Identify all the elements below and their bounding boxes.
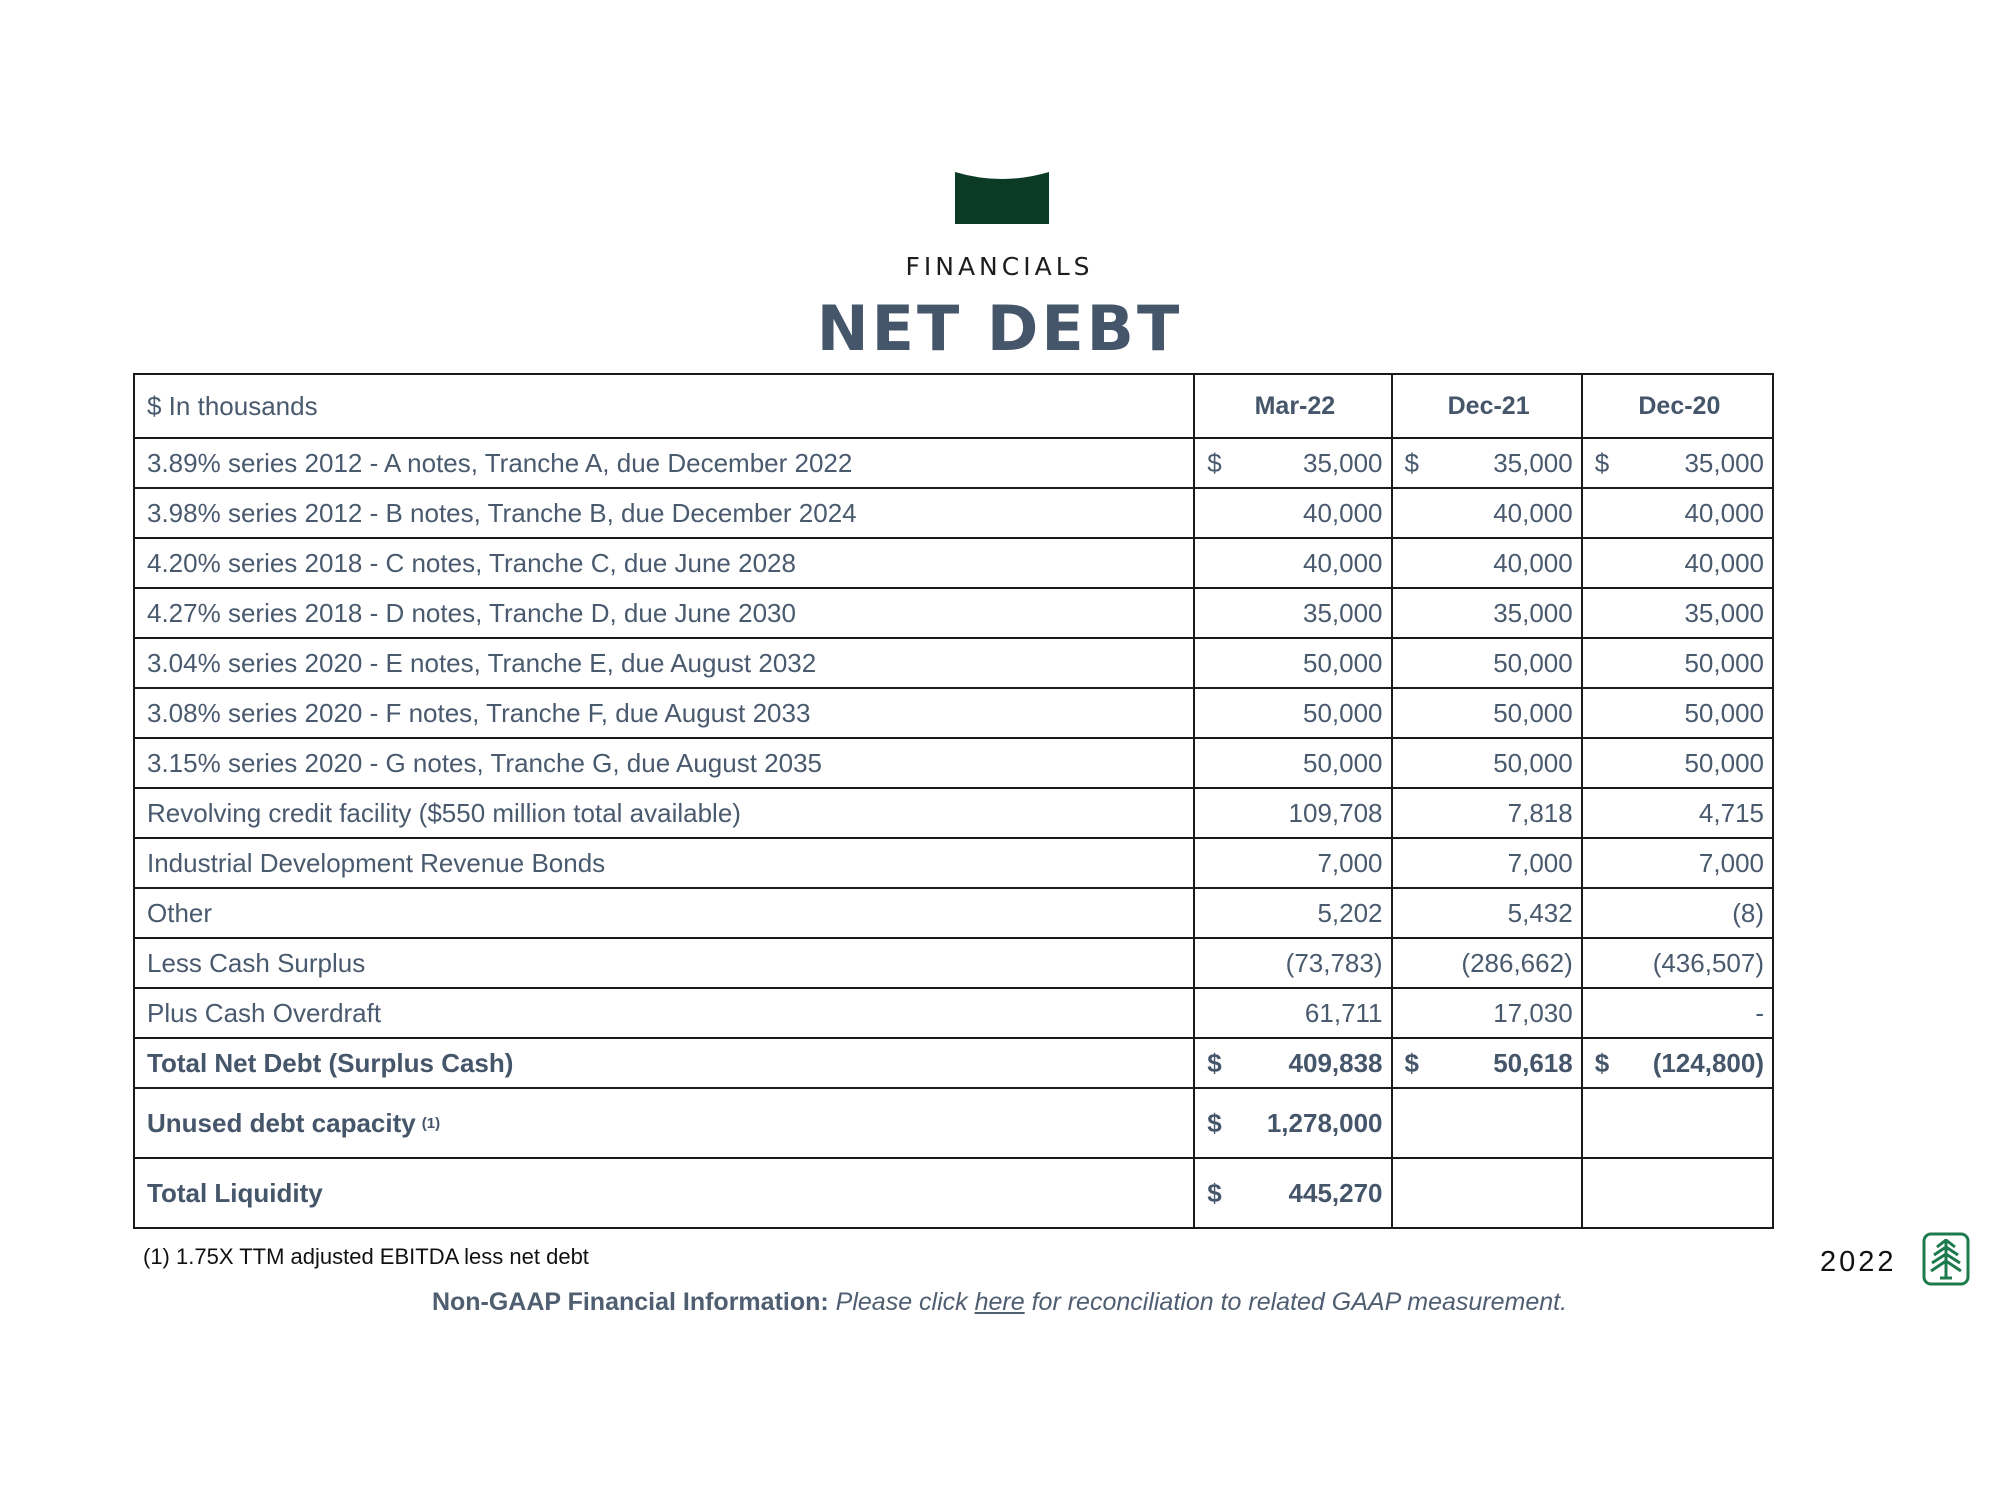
table-row — [134, 488, 1773, 538]
cell-value: 35,000 — [1302, 447, 1383, 478]
currency-symbol: $ — [1207, 447, 1222, 478]
banner-tab-icon — [955, 172, 1049, 224]
cell-value: 5,202 — [1194, 888, 1391, 938]
table-row — [134, 588, 1773, 638]
cell-value: 7,818 — [1392, 788, 1582, 838]
table-row — [134, 988, 1773, 1038]
cell-value: (124,800) — [1652, 1047, 1764, 1078]
currency-symbol: $ — [1594, 1047, 1610, 1078]
cell-value: 35,000 — [1194, 588, 1391, 638]
cell-value: 50,000 — [1194, 738, 1391, 788]
cell-value: 445,270 — [1288, 1177, 1383, 1208]
table-row — [134, 638, 1773, 688]
cell-value: (286,662) — [1392, 938, 1582, 988]
cell-value: 35,000 — [1684, 447, 1764, 478]
empty-cell — [1392, 1158, 1582, 1228]
non-gaap-label: Non-GAAP Financial Information: — [431, 1288, 829, 1316]
total-liquidity-row — [134, 1158, 1773, 1228]
cell-value: 40,000 — [1194, 488, 1391, 538]
cell-value: 4,715 — [1582, 788, 1773, 838]
cell-value: 40,000 — [1582, 538, 1773, 588]
tree-logo-icon — [1922, 1232, 1970, 1286]
footnote: (1) 1.75X TTM adjusted EBITDA less net debt — [143, 1244, 589, 1269]
cell-value: 61,711 — [1194, 988, 1391, 1038]
footer-year: 2022 — [1820, 1246, 1897, 1278]
empty-cell — [1392, 1088, 1582, 1158]
cell-value: 50,000 — [1194, 688, 1391, 738]
cell-value: 7,000 — [1582, 838, 1773, 888]
cell-value: 50,000 — [1392, 638, 1582, 688]
cell-value: 7,000 — [1392, 838, 1582, 888]
cell-value: 5,432 — [1392, 888, 1582, 938]
cell-value: 50,000 — [1582, 638, 1773, 688]
currency-symbol: $ — [1404, 1047, 1419, 1078]
cell-value: 50,618 — [1493, 1047, 1573, 1078]
row-label: Unused debt capacity — [147, 1107, 416, 1138]
row-label: Total Liquidity — [134, 1158, 1194, 1228]
row-label: Less Cash Surplus — [134, 938, 1194, 988]
table-row — [134, 838, 1773, 888]
cell-value: 50,000 — [1392, 688, 1582, 738]
footnote-marker: (1) — [421, 1114, 441, 1132]
row-label: Industrial Development Revenue Bonds — [134, 838, 1194, 888]
cell-value: 50,000 — [1392, 738, 1582, 788]
cell-value: 35,000 — [1493, 447, 1573, 478]
cell-value: (73,783) — [1194, 938, 1391, 988]
table-row — [134, 438, 1773, 488]
cell-value: 40,000 — [1582, 488, 1773, 538]
row-label: 3.15% series 2020 - G notes, Tranche G, due August 2035 — [134, 738, 1194, 788]
cell-value: 50,000 — [1194, 638, 1391, 688]
currency-symbol: $ — [1207, 1047, 1222, 1078]
cell-value: 40,000 — [1392, 488, 1582, 538]
row-label: 4.20% series 2018 - C notes, Tranche C, due June 2028 — [134, 538, 1194, 588]
total-net-debt-row — [134, 1038, 1773, 1088]
cell-value: 50,000 — [1582, 688, 1773, 738]
currency-symbol: $ — [1404, 447, 1419, 478]
table-row — [134, 888, 1773, 938]
cell-value: 409,838 — [1288, 1047, 1383, 1078]
cell-value: 40,000 — [1392, 538, 1582, 588]
reconciliation-link[interactable]: here — [974, 1288, 1025, 1316]
table-header-row — [134, 374, 1773, 438]
cell-value: - — [1582, 988, 1773, 1038]
cell-value: 50,000 — [1582, 738, 1773, 788]
table-row — [134, 788, 1773, 838]
row-label: 3.89% series 2012 - A notes, Tranche A, due December 2022 — [134, 438, 1194, 488]
cell-value: (436,507) — [1582, 938, 1773, 988]
column-header-units: $ In thousands — [134, 374, 1194, 438]
table-row — [134, 938, 1773, 988]
cell-value: 35,000 — [1392, 588, 1582, 638]
row-label: 3.08% series 2020 - F notes, Tranche F, due August 2033 — [134, 688, 1194, 738]
non-gaap-text-after: for reconciliation to related GAAP measurement. — [1031, 1288, 1568, 1316]
currency-symbol: $ — [1207, 1177, 1222, 1208]
row-label: 3.04% series 2020 - E notes, Tranche E, due August 2032 — [134, 638, 1194, 688]
cell-value: (8) — [1582, 888, 1773, 938]
empty-cell — [1582, 1088, 1773, 1158]
table-row — [134, 538, 1773, 588]
row-label: Other — [134, 888, 1194, 938]
row-label: Total Net Debt (Surplus Cash) — [134, 1038, 1194, 1088]
cell-value: 35,000 — [1582, 588, 1773, 638]
unused-debt-capacity-row — [134, 1088, 1773, 1158]
cell-value: 1,278,000 — [1266, 1107, 1383, 1138]
table-row — [134, 688, 1773, 738]
cell-value: 40,000 — [1194, 538, 1391, 588]
row-label: Plus Cash Overdraft — [134, 988, 1194, 1038]
empty-cell — [1582, 1158, 1773, 1228]
non-gaap-note — [0, 1288, 1999, 1317]
net-debt-table — [133, 373, 1774, 1229]
non-gaap-text-before: Please click — [835, 1288, 968, 1316]
cell-value: 17,030 — [1392, 988, 1582, 1038]
row-label: Revolving credit facility ($550 million total available) — [134, 788, 1194, 838]
table-row — [134, 738, 1773, 788]
cell-value: 109,708 — [1194, 788, 1391, 838]
section-eyebrow: FINANCIALS — [905, 252, 1094, 281]
currency-symbol: $ — [1207, 1107, 1222, 1138]
row-label: 4.27% series 2018 - D notes, Tranche D, due June 2030 — [134, 588, 1194, 638]
column-header-dec-20: Dec-20 — [1582, 374, 1773, 438]
row-label: 3.98% series 2012 - B notes, Tranche B, due December 2024 — [134, 488, 1194, 538]
column-header-dec-21: Dec-21 — [1392, 374, 1582, 438]
column-header-mar-22: Mar-22 — [1194, 374, 1391, 438]
cell-value: 7,000 — [1194, 838, 1391, 888]
page-title: NET DEBT — [816, 292, 1183, 365]
currency-symbol: $ — [1594, 447, 1610, 478]
